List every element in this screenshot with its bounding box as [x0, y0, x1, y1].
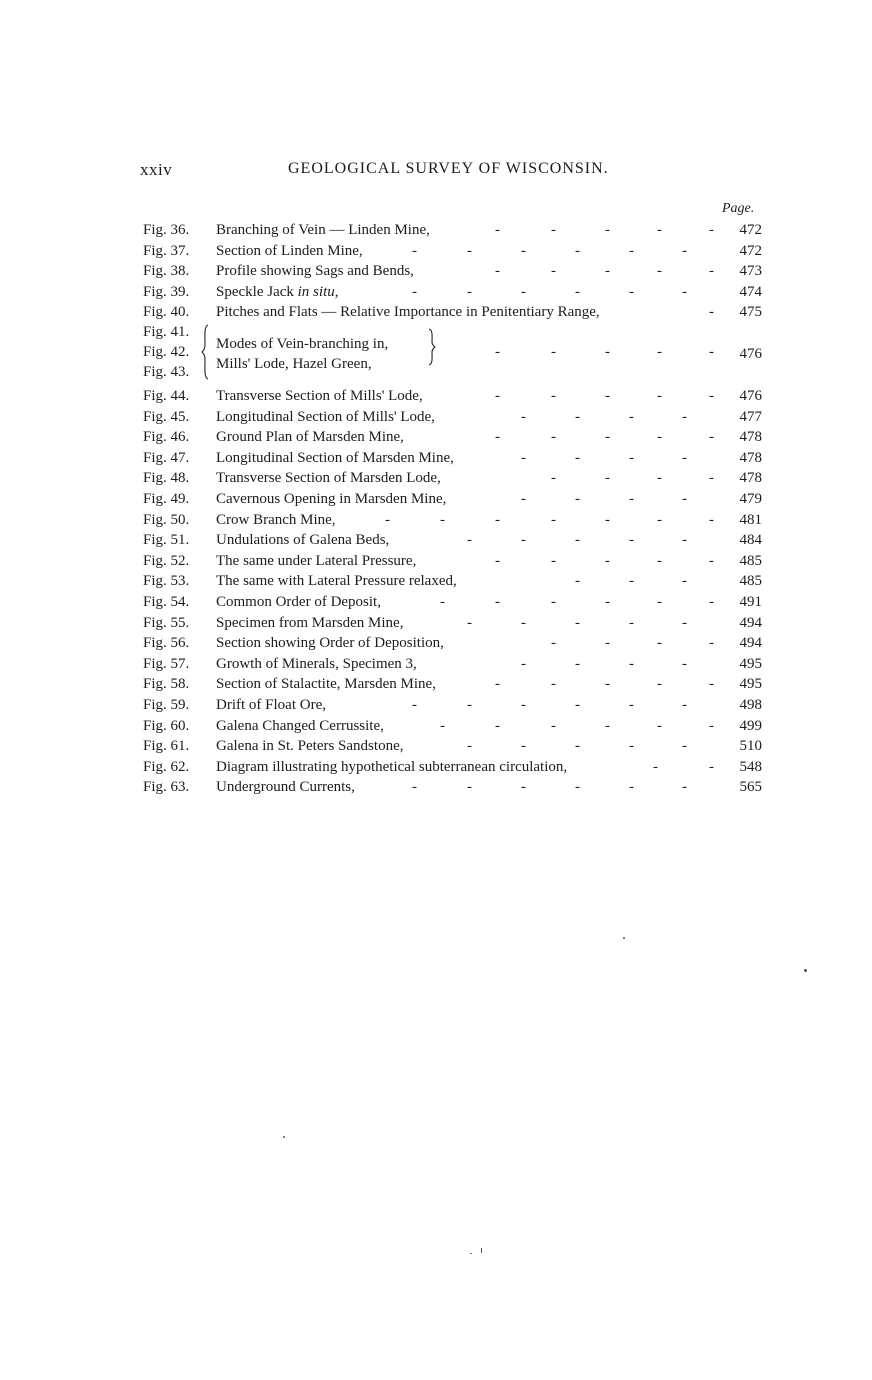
- page-ref: 476: [739, 346, 762, 362]
- list-item: [0, 302, 872, 322]
- leader-dash: -: [495, 594, 500, 610]
- title-punct: ,: [334, 283, 339, 300]
- leader-dash: -: [575, 655, 580, 672]
- leader-dash: -: [682, 738, 687, 755]
- leader-dash: -: [682, 449, 687, 466]
- page-ref: 494: [739, 614, 762, 631]
- leader-dash: -: [521, 408, 526, 425]
- leader-dash: -: [682, 779, 687, 796]
- figure-title: Galena Changed Cerrussite,: [216, 717, 384, 734]
- leader-dash: -: [467, 283, 472, 300]
- page-ref: 495: [739, 676, 762, 693]
- figure-title: Undulations of Galena Beds,: [216, 532, 390, 549]
- leader-dash: -: [657, 470, 662, 487]
- leader-dash: -: [629, 614, 634, 631]
- figure-title: Longitudinal Section of Mills' Lode,: [216, 408, 435, 425]
- leader-dash: -: [605, 594, 610, 610]
- figure-number: Fig. 57.: [143, 655, 190, 672]
- group-title-line: Modes of Vein-branching in,: [216, 336, 389, 352]
- title-italic: in situ: [297, 283, 335, 300]
- leader-dash: -: [629, 408, 634, 425]
- figure-number: Fig. 40.: [143, 304, 190, 321]
- list-item: [0, 448, 872, 468]
- figure-title: Section showing Order of Deposition,: [216, 635, 444, 652]
- leader-dash: -: [709, 635, 714, 652]
- leader-dash: -: [440, 594, 445, 610]
- figure-title: Section of Linden Mine,: [216, 242, 363, 259]
- leader-dash: -: [551, 429, 556, 446]
- running-title: GEOLOGICAL SURVEY OF WISCONSIN.: [288, 160, 609, 177]
- list-item: [0, 427, 872, 447]
- list-item: [0, 530, 872, 550]
- leader-dash: -: [467, 532, 472, 549]
- figure-title: Growth of Minerals, Specimen 3,: [216, 655, 417, 672]
- figure-number: Fig. 44.: [143, 388, 190, 404]
- page-ref: 476: [739, 388, 762, 404]
- page-column-label: Page.: [722, 201, 755, 216]
- leader-dash: -: [551, 635, 556, 652]
- leader-dash: -: [709, 511, 714, 528]
- figure-number: Fig. 63.: [143, 779, 190, 796]
- figure-title: Underground Currents,: [216, 779, 355, 796]
- page-ref: 565: [739, 779, 762, 796]
- leader-dash: -: [653, 758, 658, 775]
- page-ref: 472: [739, 242, 762, 259]
- page-ref: 479: [739, 491, 762, 507]
- figure-number: Fig. 54.: [143, 594, 190, 610]
- page-ref: 548: [739, 758, 762, 775]
- leader-dash: -: [709, 552, 714, 569]
- figure-title: Cavernous Opening in Marsden Mine,: [216, 491, 447, 507]
- list-item: [0, 736, 872, 756]
- figure-number: Fig. 39.: [143, 283, 190, 300]
- print-speck: [470, 1253, 472, 1254]
- leader-dash: -: [521, 242, 526, 259]
- leader-dash: -: [709, 388, 714, 404]
- page-ref: 477: [739, 408, 762, 425]
- list-item: [0, 757, 872, 777]
- title-text: Speckle Jack: [216, 283, 298, 300]
- list-item: [0, 695, 872, 715]
- figure-number: Fig. 46.: [143, 429, 190, 446]
- leader-dash: -: [551, 552, 556, 569]
- leader-dash: -: [521, 532, 526, 549]
- figure-title: Diagram illustrating hypothetical subterranean circulation,: [216, 758, 568, 775]
- leader-dash: -: [657, 552, 662, 569]
- leader-dash: -: [629, 573, 634, 590]
- figure-number: Fig. 38.: [143, 263, 190, 280]
- leader-dash: -: [682, 532, 687, 549]
- leader-dash: -: [551, 344, 556, 360]
- leader-dash: -: [495, 388, 500, 404]
- leader-dash: -: [521, 738, 526, 755]
- figure-title: Branching of Vein — Linden Mine,: [216, 222, 430, 238]
- list-item: [0, 468, 872, 488]
- figure-title: Longitudinal Section of Marsden Mine,: [216, 449, 454, 466]
- leader-dash: -: [551, 594, 556, 610]
- leader-dash: -: [521, 779, 526, 796]
- leader-dash: -: [575, 283, 580, 300]
- page-ref: 491: [739, 594, 762, 610]
- leader-dash: -: [495, 511, 500, 528]
- leader-dash: -: [709, 222, 714, 238]
- figure-title: Section of Stalactite, Marsden Mine,: [216, 676, 436, 693]
- list-item: [0, 261, 872, 281]
- leader-dash: -: [521, 697, 526, 713]
- leader-dash: -: [629, 779, 634, 796]
- page-ref: 475: [739, 304, 762, 321]
- list-item: [0, 220, 872, 240]
- leader-dash: -: [495, 429, 500, 446]
- list-item: [0, 489, 872, 509]
- leader-dash: -: [551, 717, 556, 734]
- figure-number: Fig. 47.: [143, 449, 190, 466]
- figure-title: Transverse Section of Mills' Lode,: [216, 388, 423, 404]
- leader-dash: -: [551, 222, 556, 238]
- page-ref: 495: [739, 655, 762, 672]
- leader-dash: -: [412, 779, 417, 796]
- figure-number: Fig. 37.: [143, 242, 190, 259]
- leader-dash: -: [467, 738, 472, 755]
- leader-dash: -: [709, 304, 714, 321]
- leader-dash: -: [575, 449, 580, 466]
- figure-title: Pitches and Flats — Relative Importance in Penitentiary Range,: [216, 304, 600, 321]
- figure-number: Fig. 58.: [143, 676, 190, 693]
- list-item: [0, 241, 872, 261]
- leader-dash: -: [495, 344, 500, 360]
- page-ref: 498: [739, 697, 762, 713]
- leader-dash: -: [605, 263, 610, 280]
- print-speck: [623, 937, 625, 939]
- leader-dash: -: [629, 283, 634, 300]
- figure-number: Fig. 61.: [143, 738, 190, 755]
- leader-dash: -: [467, 697, 472, 713]
- leader-dash: -: [551, 388, 556, 404]
- leader-dash: -: [605, 717, 610, 734]
- leader-dash: -: [657, 222, 662, 238]
- figure-number: Fig. 49.: [143, 491, 190, 507]
- leader-dash: -: [551, 470, 556, 487]
- leader-dash: -: [709, 470, 714, 487]
- leader-dash: -: [467, 614, 472, 631]
- leader-dash: -: [495, 263, 500, 280]
- leader-dash: -: [575, 408, 580, 425]
- leader-dash: -: [657, 344, 662, 360]
- leader-dash: -: [709, 344, 714, 360]
- list-item: [0, 674, 872, 694]
- leader-dash: -: [575, 242, 580, 259]
- figure-number: Fig. 53.: [143, 573, 190, 590]
- leader-dash: -: [575, 614, 580, 631]
- page-ref: 478: [739, 449, 762, 466]
- list-item: [0, 654, 872, 674]
- figure-number: Fig. 51.: [143, 532, 190, 549]
- page-ref: 473: [739, 263, 762, 280]
- list-item: [0, 407, 872, 427]
- figure-number: Fig. 59.: [143, 697, 190, 713]
- list-item: [0, 551, 872, 571]
- figure-number: Fig. 52.: [143, 552, 190, 569]
- figure-number: Fig. 42.: [143, 344, 190, 360]
- figure-number: Fig. 55.: [143, 614, 190, 631]
- list-item: [0, 777, 872, 797]
- page-ref: 478: [739, 470, 762, 487]
- leader-dash: -: [495, 222, 500, 238]
- leader-dash: -: [657, 717, 662, 734]
- figure-title: Galena in St. Peters Sandstone,: [216, 738, 404, 755]
- leader-dash: -: [657, 635, 662, 652]
- list-item: [0, 633, 872, 653]
- leader-dash: -: [629, 697, 634, 713]
- leader-dash: -: [629, 491, 634, 507]
- page-ref: 474: [739, 283, 762, 300]
- leader-dash: -: [682, 697, 687, 713]
- leader-dash: -: [629, 242, 634, 259]
- leader-dash: -: [605, 635, 610, 652]
- print-speck: [481, 1248, 482, 1253]
- leader-dash: -: [467, 242, 472, 259]
- leader-dash: -: [440, 717, 445, 734]
- leader-dash: -: [467, 779, 472, 796]
- leader-dash: -: [412, 697, 417, 713]
- leader-dash: -: [521, 614, 526, 631]
- page-ref: 478: [739, 429, 762, 446]
- leader-dash: -: [605, 470, 610, 487]
- leader-dash: -: [575, 491, 580, 507]
- figure-group: [0, 322, 872, 384]
- figure-number: Fig. 41.: [143, 324, 190, 340]
- leader-dash: -: [521, 655, 526, 672]
- figure-number: Fig. 36.: [143, 222, 190, 238]
- page-ref: 510: [739, 738, 762, 755]
- leader-dash: -: [521, 491, 526, 507]
- leader-dash: -: [440, 511, 445, 528]
- leader-dash: -: [412, 242, 417, 259]
- figure-title: Profile showing Sags and Bends,: [216, 263, 414, 280]
- leader-dash: -: [495, 552, 500, 569]
- leader-dash: -: [682, 573, 687, 590]
- leader-dash: -: [709, 594, 714, 610]
- page-number: xxiv: [140, 160, 173, 179]
- leader-dash: -: [575, 779, 580, 796]
- leader-dash: -: [709, 717, 714, 734]
- leader-dash: -: [575, 532, 580, 549]
- leader-dash: -: [629, 449, 634, 466]
- figure-title: Ground Plan of Marsden Mine,: [216, 429, 404, 446]
- list-item: [0, 282, 872, 302]
- list-item: [0, 716, 872, 736]
- leader-dash: -: [629, 738, 634, 755]
- leader-dash: -: [682, 283, 687, 300]
- figure-title: The same under Lateral Pressure,: [216, 552, 417, 569]
- print-speck: [804, 969, 807, 972]
- leader-dash: -: [605, 344, 610, 360]
- leader-dash: -: [575, 573, 580, 590]
- leader-dash: -: [605, 429, 610, 446]
- leader-dash: -: [657, 429, 662, 446]
- figure-number: Fig. 56.: [143, 635, 190, 652]
- figure-number: Fig. 50.: [143, 511, 190, 528]
- list-item: [0, 386, 872, 406]
- leader-dash: -: [709, 429, 714, 446]
- figure-title: Transverse Section of Marsden Lode,: [216, 470, 441, 487]
- leader-dash: -: [657, 388, 662, 404]
- leader-dash: -: [495, 676, 500, 693]
- leader-dash: -: [551, 263, 556, 280]
- leader-dash: -: [605, 676, 610, 693]
- list-item: [0, 592, 872, 612]
- leader-dash: -: [495, 717, 500, 734]
- leader-dash: -: [657, 263, 662, 280]
- leader-dash: -: [575, 738, 580, 755]
- leader-dash: -: [605, 222, 610, 238]
- leader-dash: -: [551, 511, 556, 528]
- leader-dash: -: [709, 263, 714, 280]
- list-item: [0, 613, 872, 633]
- page-ref: 472: [739, 222, 762, 238]
- leader-dash: -: [551, 676, 556, 693]
- leader-dash: -: [657, 676, 662, 693]
- leader-dash: -: [605, 552, 610, 569]
- leader-dash: -: [412, 283, 417, 300]
- figure-title: Specimen from Marsden Mine,: [216, 614, 404, 631]
- figure-title: Common Order of Deposit,: [216, 594, 381, 610]
- figure-title: Crow Branch Mine,: [216, 511, 336, 528]
- list-item: [0, 571, 872, 591]
- leader-dash: -: [629, 532, 634, 549]
- figure-number: Fig. 45.: [143, 408, 190, 425]
- figure-number: Fig. 60.: [143, 717, 190, 734]
- leader-dash: -: [682, 614, 687, 631]
- leader-dash: -: [605, 511, 610, 528]
- leader-dash: -: [385, 511, 390, 528]
- figure-number: Fig. 62.: [143, 758, 190, 775]
- page-ref: 481: [739, 511, 762, 528]
- page-ref: 484: [739, 532, 762, 549]
- page-ref: 499: [739, 717, 762, 734]
- figure-title: Drift of Float Ore,: [216, 697, 326, 713]
- leader-dash: -: [709, 676, 714, 693]
- leader-dash: -: [629, 655, 634, 672]
- leader-dash: -: [682, 242, 687, 259]
- list-item: [0, 510, 872, 530]
- page-ref: 485: [739, 573, 762, 590]
- figure-number: Fig. 48.: [143, 470, 190, 487]
- leader-dash: -: [682, 655, 687, 672]
- figure-title: The same with Lateral Pressure relaxed,: [216, 573, 457, 590]
- leader-dash: -: [709, 758, 714, 775]
- leader-dash: -: [657, 594, 662, 610]
- leader-dash: -: [682, 491, 687, 507]
- print-speck: [283, 1136, 285, 1138]
- leader-dash: -: [521, 449, 526, 466]
- leader-dash: -: [605, 388, 610, 404]
- figure-number: Fig. 43.: [143, 364, 190, 380]
- leader-dash: -: [682, 408, 687, 425]
- page-ref: 494: [739, 635, 762, 652]
- leader-dash: -: [521, 283, 526, 300]
- leader-dash: -: [575, 697, 580, 713]
- page-ref: 485: [739, 552, 762, 569]
- group-title-line: Mills' Lode, Hazel Green,: [216, 356, 372, 372]
- leader-dash: -: [657, 511, 662, 528]
